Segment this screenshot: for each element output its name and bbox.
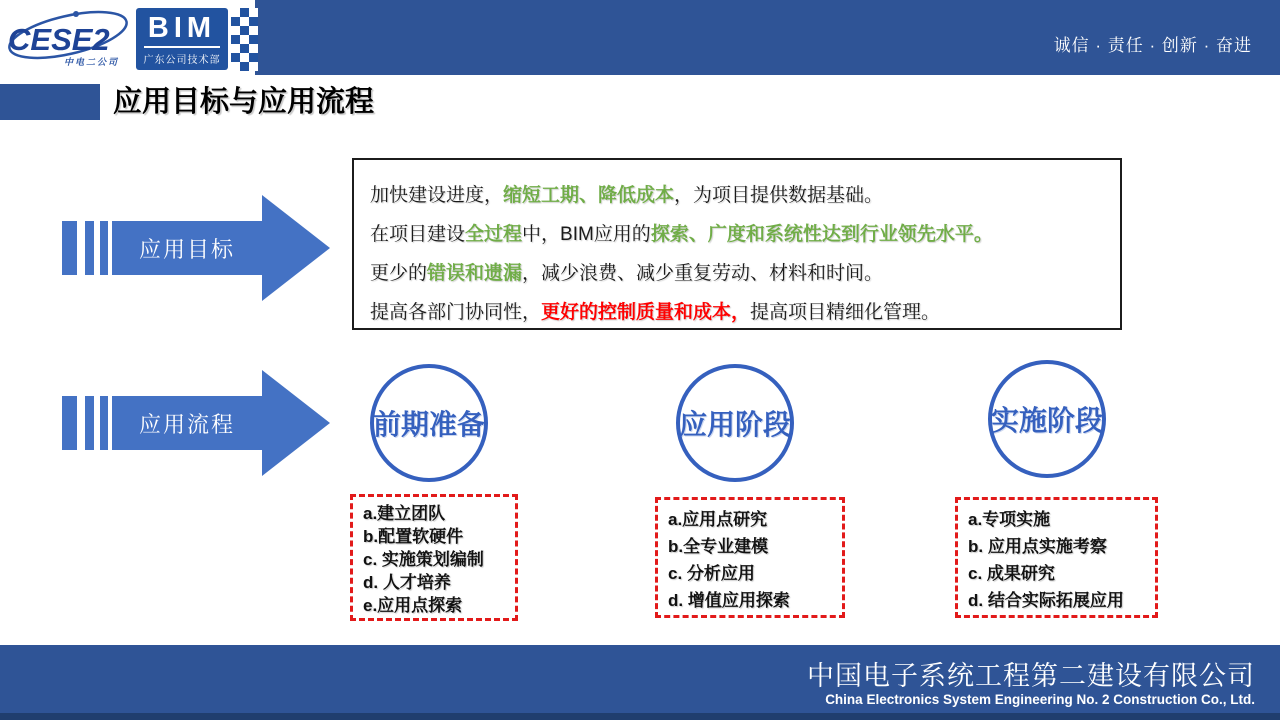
goal-text-segment: 提高项目精细化管理。 [750,302,941,323]
goal-text-segment: 提高各部门协同性， [370,302,542,323]
list-item: b.全专业建模 [668,537,769,556]
cese-logo [6,8,134,72]
goal-text-segment: 探索、广度和系统性达到行业领先水平。 [650,224,993,245]
list-item: d. 人才培养 [363,573,451,592]
company-name-en: China Electronics System Engineering No. 2 Construction Co., Ltd. [825,692,1255,707]
bim-badge-rule [144,46,220,48]
bim-badge-dept: 广东公司技术部 [143,55,221,66]
footer-bottom-strip [0,713,1280,720]
bim-badge-title: BIM [147,12,217,44]
bim-badge [136,8,228,70]
footer [0,645,1280,720]
company-name-cn: 中国电子系统工程第二建设有限公司 [807,661,1255,691]
stage-item-list [363,502,505,617]
process-striped-arrow [62,370,332,476]
stage-item-list [968,505,1145,613]
goal-text-segment: 更少的 [370,263,428,284]
goal-box [352,158,1122,330]
list-item: d. 结合实际拓展应用 [968,591,1124,610]
goal-line [370,261,1104,287]
list-item: c. 实施策划编制 [363,550,484,569]
goal-text-segment: ，减少浪费、减少重复劳动、材料和时间。 [522,263,884,284]
stage-item-list [668,505,832,613]
stage-circle-application [676,364,794,482]
goal-text-segment: 中，BIM应用的 [522,224,651,245]
svg-text:CESE2: CESE2 [8,22,110,57]
list-item: a.建立团队 [363,504,446,523]
cese-logo-icon [6,8,134,72]
checkerboard-pattern [231,8,258,71]
list-item: c. 分析应用 [668,564,755,583]
list-item: e.应用点探索 [363,596,463,615]
list-item: b.配置软硬件 [363,527,464,546]
goal-text-segment: 缩短工期、降低成本 [503,185,675,206]
goal-text-segment: 在项目建设 [370,224,466,245]
stage-circle-preparation [370,364,488,482]
company-slogan: 诚信 · 责任 · 创新 · 奋进 [1053,36,1252,55]
list-item: c. 成果研究 [968,564,1055,583]
goal-line [370,300,1104,326]
process-arrow-label: 应用流程 [138,411,235,437]
stage-items-box-implementation [955,497,1158,618]
page-title: 应用目标与应用流程 [113,86,375,118]
goal-line [370,222,1104,248]
stage-circle-label: 实施阶段 [991,405,1104,436]
goal-text-segment: 全过程 [465,224,523,245]
list-item: a.应用点研究 [668,510,768,529]
title-accent-bar [0,84,100,120]
goal-text-segment: 加快建设进度， [370,185,504,206]
stage-circle-implementation [988,360,1106,478]
stage-items-box-application [655,497,845,618]
svg-text:中电二公司: 中电二公司 [64,57,120,67]
header [0,0,1280,75]
goal-text-segment: 更好的控制质量和成本， [541,302,751,323]
stage-items-box-preparation [350,494,518,621]
goal-line [370,183,1104,209]
list-item: d. 增值应用探索 [668,591,790,610]
goal-striped-arrow [62,195,332,301]
stage-circle-label: 前期准备 [373,409,486,440]
stage-circle-label: 应用阶段 [679,409,792,440]
goal-text-segment: 错误和遗漏 [427,263,523,284]
goal-text-segment: ，为项目提供数据基础。 [674,185,884,206]
goal-arrow-label: 应用目标 [138,236,235,262]
list-item: a.专项实施 [968,510,1051,529]
list-item: b. 应用点实施考察 [968,537,1107,556]
